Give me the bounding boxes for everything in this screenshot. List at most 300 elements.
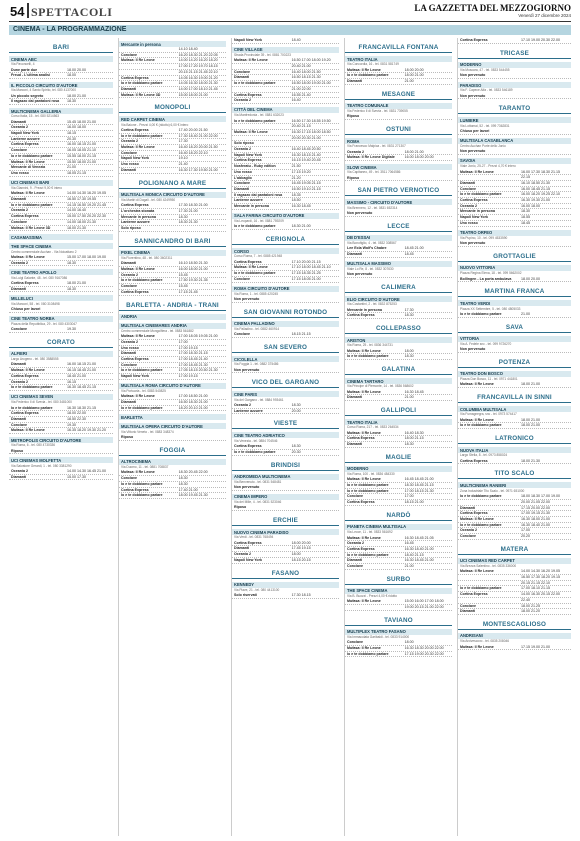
cinema-address: Centro commerciale Auchan - Via Noicattaro 2	[11, 249, 77, 254]
film-title: Io e te dobbiamo parlare	[11, 202, 53, 207]
show-times: 17.00 18.45 21.30	[178, 362, 208, 367]
show-times	[179, 226, 224, 231]
city-heading: POTENZA	[458, 358, 571, 368]
film-title: Oceania 2	[11, 125, 28, 130]
film-title: Diamanti	[347, 251, 363, 256]
cinema-name: MASSIMO - CIRCUITO D'AUTORE	[345, 199, 452, 205]
show-times: 16.50 17.30 19.55	[67, 196, 96, 201]
cinema-name: TEATRO COMUNALE	[345, 103, 452, 109]
showtime-row	[458, 73, 571, 79]
cinema-address: Via A. Fedele snc - tel. 099 9726270	[460, 341, 512, 346]
city-heading: BARI	[9, 43, 113, 53]
film-title	[460, 575, 521, 580]
film-title: Non pervenuto	[347, 210, 373, 215]
city-heading: BARLETTA - ANDRIA - TRANI	[119, 301, 226, 311]
cinema-name: NUOVO CINEMA PARADISO	[232, 529, 339, 535]
film-title: Non pervenuto	[460, 93, 486, 98]
film-title: Cortina Express	[121, 75, 149, 80]
film-title: Diamanti	[11, 196, 27, 201]
cinema-name: ALTROCINEMA	[119, 459, 226, 465]
film-title: Mufasa: Il Re Leone	[347, 348, 381, 353]
show-times: 18.30	[67, 99, 76, 104]
showtime-row	[345, 272, 452, 278]
show-times: 17.50 19.30 21.35	[178, 278, 208, 283]
showtime-row	[345, 652, 452, 658]
cinema-name: ROMA CIRCUITO D'AUTORE	[232, 286, 339, 292]
show-times: 18.40	[291, 38, 301, 42]
show-times: 16.30 17.30 19.50 21.00	[178, 167, 218, 172]
city-heading: GALATINA	[345, 365, 452, 375]
cinema-name: UCI CINEMAS SEVEN	[9, 394, 113, 400]
show-times	[521, 149, 569, 154]
show-times: 17.15 19.00 20.30 22.00	[404, 651, 444, 656]
showtime-row	[345, 176, 452, 182]
show-times: 15.45	[178, 272, 188, 277]
cinema-name: PARADISO	[458, 82, 571, 88]
show-times: 16.50 19.10 21.15	[291, 186, 321, 191]
film-title: Mufasa: Il Re Leone	[460, 516, 494, 521]
show-times: 16.30 18.45 21.15	[67, 385, 96, 390]
cinema-address: Piazza della Repubblica, 29 - tel. 080 4303047	[11, 321, 77, 326]
film-title: Conclave	[234, 276, 250, 281]
film-title: Mufasa: Il Re Leone	[460, 569, 494, 574]
showtime-row	[9, 287, 113, 293]
show-times: 20.00 20.30 21.00	[291, 135, 321, 140]
cinema-name: CINE TEATRO ADRIATICO	[232, 432, 339, 438]
showtime-row	[119, 290, 226, 296]
film-title: Non pervenuto	[460, 347, 486, 352]
film-title: Conclave	[234, 332, 250, 337]
film-title: Oceania 2	[234, 552, 251, 557]
film-title: L'orchestra stonata	[121, 208, 155, 213]
show-times: 21.20	[291, 175, 301, 180]
city-heading: SAN PIETRO VERNOTICO	[345, 186, 452, 196]
cinema-address: Via Pavoncelli, 4	[11, 62, 35, 67]
city-heading: MESAGNE	[345, 90, 452, 100]
film-title: Napoli New York	[234, 38, 263, 42]
film-title: Cortina Express	[11, 142, 39, 147]
show-times: 15.00 17.00 18.00 19.00	[67, 254, 106, 259]
show-times: 16.15 19.40 20.45	[291, 158, 321, 163]
show-times: 17.30 18.30 21.00	[178, 203, 208, 208]
show-times: 21.00	[404, 79, 414, 84]
cinema-name: RED CARPET CINEMA	[119, 116, 226, 122]
film-title: Diamanti	[347, 79, 363, 84]
film-title: Oceania 2	[121, 339, 138, 344]
show-times: 17.00	[521, 528, 531, 533]
show-times: 16.45 18.45 21.00	[404, 477, 434, 482]
film-title: Io e te dobbiamo parlare	[347, 354, 389, 359]
show-times: 17.00	[404, 494, 414, 499]
showtime-row	[232, 204, 339, 210]
cinema-name: CITTÀ DEL CINEMA	[232, 107, 339, 113]
film-title: Oceania 2	[11, 260, 28, 265]
film-title: Diamanti	[121, 261, 137, 266]
cinema-address: Via Palladino - tel. 0882 460914	[234, 327, 280, 332]
film-title: Non pervenuto	[460, 241, 486, 246]
film-title: Cortina Express	[460, 592, 488, 597]
cinema-name: IL PICCOLO CIRCUITO D'AUTORE	[9, 82, 113, 88]
cinema-address: Zona Industriale Tito Scalo - tel. 0971 651000	[460, 488, 525, 493]
film-title: Oceania 2	[347, 149, 364, 154]
film-title: Mufasa: Il Re Leone	[121, 394, 155, 399]
show-times: 18.00 21.20	[521, 609, 541, 614]
film-title: Cortina Express	[347, 500, 375, 505]
show-times: 18.30	[178, 214, 188, 219]
show-times: 20.00	[291, 408, 301, 413]
film-title: Diamanti	[460, 505, 476, 510]
show-times	[292, 297, 337, 302]
showtime-row	[345, 500, 452, 506]
film-title: Io e te dobbiamo parlare	[347, 651, 389, 656]
city-heading: TITO SCALO	[458, 469, 571, 479]
show-times: 20.15 21.15 22.10	[521, 580, 551, 585]
show-times: 17.00 18.15 21.30	[404, 488, 434, 493]
show-times: 18.30	[178, 481, 188, 486]
show-times: 16.30 18.30 21.15	[67, 405, 96, 410]
film-title: Conclave	[347, 494, 363, 499]
cinema-name: CINEMA IMPERO	[232, 494, 339, 500]
film-title: Cortina Express	[460, 458, 488, 463]
show-times: 18.30 21.30	[178, 220, 198, 225]
show-times: 17.10 20.00 21.15	[291, 259, 321, 264]
show-times: 18.00 21.00	[67, 280, 86, 285]
listing-column-1	[9, 38, 113, 836]
film-title: Diamanti	[11, 474, 27, 479]
film-title: Napoli New York	[460, 215, 489, 220]
film-title: Cortina Express	[121, 203, 149, 208]
show-times: 16.00 18.00	[521, 203, 541, 208]
show-times: 16.30 18.45 21.00	[404, 558, 434, 563]
show-times: 18.45	[404, 251, 414, 256]
showtime-row	[232, 505, 339, 511]
show-times: 17.15 18.05 21.00	[291, 276, 321, 281]
show-times: 18.00 20.00	[521, 276, 541, 281]
showtime-row	[458, 645, 571, 651]
showtime-row	[232, 485, 339, 491]
film-title: Mufasa: Il Re Leone	[347, 389, 381, 394]
cinema-address: Via Foggia 1 - tel. 0882 375486	[234, 362, 279, 367]
cinema-name: THE SPACE CINEMA	[9, 243, 113, 249]
cinema-address: Strada Provinciale 39 - tel. 0881 700223	[234, 53, 291, 57]
film-title: Cortina Express	[121, 487, 149, 492]
film-title: Lanterne azzurre	[234, 198, 263, 203]
show-times: 18.30 20.45 22.00	[178, 470, 208, 475]
show-times	[405, 114, 450, 119]
cinema-address: Via Bonofiglio, 4 - tel. 0832 308567	[347, 240, 397, 245]
showtime-row	[119, 93, 226, 99]
showtime-row	[232, 98, 339, 104]
show-times: 17.15 18.35 21.25	[291, 271, 321, 276]
listing-column-4	[344, 38, 452, 836]
film-title: Io e te dobbiamo parlare	[347, 488, 389, 493]
show-times: 18.50 22.30	[67, 417, 86, 421]
film-title: Mercante in persona	[234, 204, 269, 209]
film-title: Cortina Express	[121, 289, 149, 294]
showtime-row	[345, 395, 452, 401]
city-heading: BRINDISI	[232, 461, 339, 471]
city-heading: GALLIPOLI	[345, 406, 452, 416]
cinema-name: UCI CINEMAS BARI	[9, 180, 113, 186]
cinema-name: ROMA	[345, 138, 452, 144]
showtime-row	[458, 277, 571, 283]
cinema-address: Largo Arogeno - tel. 080 3588555	[11, 357, 59, 362]
city-heading: LECCE	[345, 222, 452, 232]
cinema-name: MULTISALA MONICA CIRCUITO D'AUTORE	[119, 192, 226, 198]
film-title: Napoli New York	[11, 131, 40, 136]
film-title: Lanterne azzurre	[121, 220, 150, 225]
film-title: Napoli New York	[121, 374, 150, 379]
showtime-row	[232, 368, 339, 374]
showtime-row	[458, 241, 571, 247]
showtime-row	[345, 354, 452, 360]
film-title: Conclave	[121, 150, 137, 155]
film-title: Diamanti	[121, 167, 137, 172]
film-title: Oceania 2	[234, 403, 251, 408]
show-times: 18.00 21.00	[404, 73, 424, 78]
city-heading: VICO DEL GARGANO	[232, 378, 339, 388]
film-title: Diamanti	[121, 351, 137, 356]
film-title: Io e te dobbiamo parlare	[234, 81, 276, 86]
show-times: 16.40 18.30	[404, 430, 424, 435]
listing-column-2	[118, 38, 226, 836]
show-times	[67, 307, 111, 312]
show-times: 20.30	[67, 136, 76, 141]
show-times: 16.30 19.30 21.00	[521, 198, 551, 203]
showtime-row	[232, 224, 339, 230]
film-title: Non pervenuto	[347, 272, 373, 277]
cinema-name: Mercante in persona	[119, 41, 226, 47]
show-times	[521, 347, 569, 352]
show-times: 17.15 21.45	[178, 289, 198, 294]
cinema-name: UCI CINEMAS RED CARPET	[458, 558, 571, 564]
cinema-name: TEATRO DON BOSCO	[458, 371, 571, 377]
film-title: Io e te dobbiamo parlare	[234, 118, 276, 123]
film-title: Cortina Express	[234, 444, 262, 449]
show-times: 20.20	[521, 534, 531, 539]
show-times: 16.45 19.05 21.15	[291, 181, 321, 186]
showtime-row	[232, 409, 339, 415]
cinema-address: Via Brennero, 12 - tel. 0831 652314	[347, 205, 398, 210]
show-times: 17.00 18.10 21.15	[521, 586, 551, 591]
film-title: Mufasa: Il Re Leone	[234, 58, 268, 63]
cinema-name: CINE VILLAGE	[232, 47, 339, 53]
film-title: Mufasa: Il Re Leone	[121, 470, 155, 475]
film-title: Solo riposo	[234, 141, 254, 146]
film-title	[234, 87, 292, 92]
cinema-name: TEATRO ITALIA	[345, 56, 452, 62]
show-times: 18.30	[67, 260, 76, 265]
film-title: Mufasa: Il Re Leone	[121, 334, 155, 339]
film-title: Io e te dobbiamo parlare	[460, 586, 502, 591]
film-title: Napoli New York	[121, 156, 150, 161]
cinema-name: MULTISALA CASABLANCA	[458, 138, 571, 144]
film-title: Mufasa: Il Re Leone	[460, 169, 494, 174]
film-title: Conclave	[234, 181, 250, 186]
show-times: 16.40	[291, 98, 301, 103]
showtime-row	[9, 385, 113, 391]
film-title: Non pervenuto	[234, 485, 260, 490]
show-times: 18.15	[67, 131, 76, 136]
showtime-row	[458, 347, 571, 353]
cinema-address: Via Duomo, 11 - tel. 0881 708837	[121, 465, 169, 470]
show-times: 20.15 21.15 21.45 22.10	[178, 69, 218, 74]
city-heading: NARDÒ	[345, 511, 452, 521]
film-title: Oceania 2	[460, 528, 477, 533]
film-title: Cortina Express	[121, 356, 149, 361]
film-title: Diamanti	[234, 186, 250, 191]
show-times: 18.30	[404, 442, 414, 447]
film-title: Conclave	[460, 186, 476, 191]
show-times: 16.10 18.50 21.30	[521, 180, 551, 185]
film-title: Mufasa: Il Re Leone	[347, 477, 381, 482]
film-title: Diamanti	[11, 417, 27, 421]
film-title: Mufasa: Il Re Leone	[121, 267, 155, 271]
show-times: 15.55 18.00 21.15	[67, 153, 96, 158]
film-title: Chiuso per lavori	[460, 128, 490, 133]
city-heading: VIESTE	[232, 419, 339, 429]
show-times: 16.40 18.45 20.50	[291, 147, 321, 152]
showtime-row	[232, 277, 339, 283]
show-times: 21.00	[521, 311, 531, 316]
cinema-address: Via Roma, 6 - tel. 080 4730336	[11, 443, 56, 448]
show-times: 14.00 16.30 20.15 22.00	[521, 592, 560, 597]
showtime-row	[9, 261, 113, 267]
film-title: Non pervenuto	[234, 367, 260, 372]
show-times: 18.45	[521, 220, 531, 225]
show-times: 18.00 21.25	[521, 603, 541, 608]
film-title: Mufasa: Il Re Leone	[11, 428, 45, 433]
show-times: 16.15	[67, 379, 76, 384]
cinema-name: CINE PARIS	[232, 391, 339, 397]
show-times: 21.40	[178, 162, 188, 167]
city-heading: GROTTAGLIE	[458, 252, 571, 262]
show-times: 18.40 21.15	[404, 552, 424, 557]
film-title: Oceania 2	[234, 147, 251, 152]
film-title: Napoli New York	[234, 152, 263, 157]
cinema-name: MULTISALA ROMA CIRCUITO D'AUTORE	[119, 383, 226, 389]
cinema-address: Via Immacolata Garibaldi - tel. 0833 914000	[347, 635, 410, 640]
film-title: Diamanti	[121, 86, 137, 91]
cinema-address: Via Fiorentino, 48 - tel. 080 3602311	[121, 255, 173, 260]
show-times: 17.00 19.15	[178, 374, 198, 379]
city-heading: OSTUNI	[345, 125, 452, 135]
show-times: 16.15 18.45 21.00	[67, 368, 96, 373]
showtime-row	[9, 307, 113, 313]
show-times: 16.50 18.00 19.00 21.00	[291, 81, 331, 86]
cinema-name: TEATRO VERDI	[458, 300, 571, 306]
show-times: 17.00 18.50 21.00	[178, 394, 208, 399]
film-title: Diamanti	[460, 609, 476, 614]
show-times: 17.40 20.00 21.50	[178, 127, 208, 132]
cinema-name: CORSO	[232, 248, 339, 254]
publication-date: Venerdì 27 dicembre 2024	[518, 13, 571, 18]
showtime-row	[345, 313, 452, 319]
film-title: Io e te dobbiamo parlare	[234, 271, 276, 276]
showtime-row	[458, 94, 571, 100]
cinema-address: Via Marconi, 58 - tel. 080 3108498	[11, 301, 60, 306]
show-times	[405, 272, 450, 277]
show-times: 17.00	[178, 339, 188, 344]
cinema-address: Centro commerciale Mongolfiera - tel. 0883 561882	[121, 328, 194, 333]
film-title: Oceania 2	[234, 98, 251, 103]
showtime-row	[345, 442, 452, 448]
cinema-name: DB D'ESSAI	[345, 235, 452, 241]
film-title: Oceania 2	[11, 469, 28, 474]
show-times: 16.30 18.30 20.00 22.00	[404, 646, 444, 651]
film-title: Non pervenuto	[460, 149, 486, 154]
film-title: Io e te dobbiamo parlare	[121, 405, 163, 410]
film-title: Io e te dobbiamo parlare	[460, 311, 502, 316]
show-times: 19.30	[67, 327, 76, 332]
city-heading: CALIMERA	[345, 283, 452, 293]
show-times	[179, 435, 224, 440]
cinema-address: Via Portuaria - tel. 0883 540825	[121, 389, 166, 394]
city-heading: ERCHIE	[232, 516, 339, 526]
show-times: 21.00	[67, 165, 76, 170]
show-times: 17.00 19.15 21.30	[521, 511, 551, 516]
show-times: 14.00 16.40	[67, 208, 86, 213]
show-times: 16.55 21.40	[291, 92, 311, 97]
show-times: 16.00 18.45 21.15	[521, 186, 551, 191]
showtime-row	[345, 252, 452, 258]
show-times: 15.45 18.00 21.00	[67, 119, 96, 124]
film-title: Mufasa: Il Re Leone	[11, 159, 45, 164]
film-title: Cortina Express	[347, 313, 375, 318]
show-times	[521, 94, 569, 99]
show-times: 14.00 14.30 16.20 19.05	[67, 191, 106, 196]
film-title: Bollingen - La porta ambulava	[460, 276, 512, 281]
show-times: 16.30 18.15 21.40	[291, 152, 321, 157]
show-times: 16.45	[404, 541, 414, 546]
show-times: 14.00 17.00 18.10 21.45	[178, 86, 218, 91]
film-title: Mufasa: Il Re Leone	[347, 535, 381, 540]
showtime-row	[232, 297, 339, 303]
film-title: Mufasa: Il Re Leone	[460, 644, 494, 649]
film-title	[234, 64, 292, 69]
showtime-row	[119, 493, 226, 499]
cinema-address: Viale Jonio, 25-27 - Prezzi 4,70 € intero	[460, 164, 516, 169]
newspaper-name: LA GAZZETTA DEL MEZZOGIORNO	[414, 3, 571, 13]
cinema-name: CINEMA TARTARO	[345, 378, 452, 384]
cinema-name: BARLETTA	[119, 414, 226, 420]
film-title: Riposo	[347, 114, 360, 119]
film-title: Diamanti	[121, 400, 137, 405]
cinema-address: Via Lottomai, 52 - tel. 099 7362831	[460, 123, 510, 128]
show-times	[521, 73, 569, 78]
showtime-row	[119, 374, 226, 380]
show-times	[292, 505, 337, 510]
header-divider	[27, 3, 29, 18]
cinema-address: Via Roma, 100 - tel. 0836 484330	[347, 472, 395, 477]
film-title	[234, 136, 292, 141]
cinema-name: ALFIERI	[9, 351, 113, 357]
film-title: Mufasa: Il Re Leone	[347, 646, 381, 651]
film-title: Mercante in persona	[121, 214, 156, 219]
show-times: 16.00 18.00	[67, 125, 86, 130]
city-heading: CORATO	[9, 338, 113, 348]
film-title: Riposo	[11, 448, 24, 453]
cinema-address: Via Giannini, 9 - Prezzi 9,00 € intero	[11, 185, 62, 190]
film-title: Io e te dobbiamo parlare	[234, 449, 276, 454]
show-times: 19.00 20.15 21.00 22.00	[404, 605, 444, 610]
page-header	[9, 0, 571, 22]
show-times: 17.05 18.15 20.50 21.30	[178, 368, 218, 373]
show-times: 16.00 18.00 20.00	[404, 155, 434, 160]
show-times: 16.10 18.50 21.30	[178, 261, 208, 266]
showtime-row	[458, 129, 571, 135]
show-times: 18.30	[178, 476, 188, 481]
